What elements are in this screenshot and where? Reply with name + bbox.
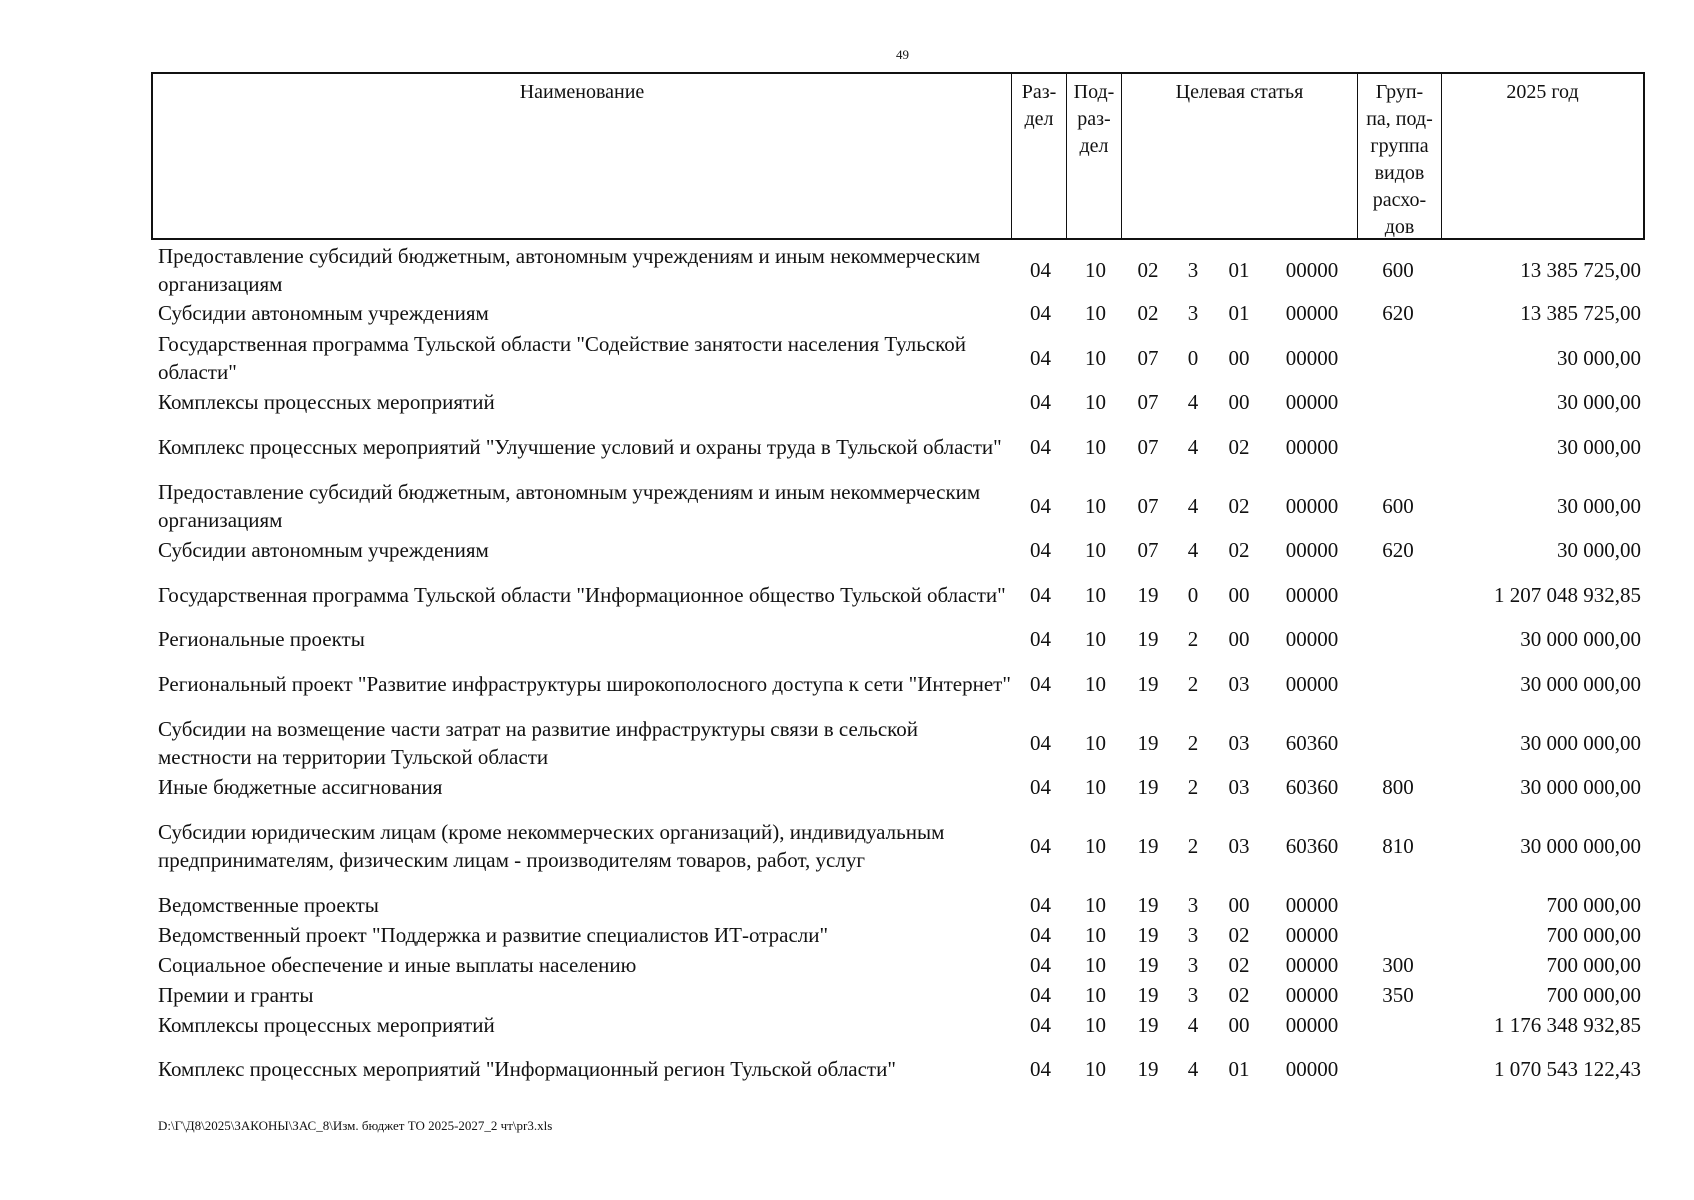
row-celevaya-4: 00000: [1285, 893, 1339, 917]
table-body: [151, 242, 1645, 1097]
row-celevaya-1: 07: [1137, 493, 1159, 518]
row-celevaya-3: 03: [1228, 730, 1250, 755]
row-celevaya-2: 4: [1187, 434, 1199, 459]
row-podrazdel: 10: [1085, 493, 1106, 518]
row-podrazdel: 10: [1085, 627, 1106, 651]
row-celevaya-2: 3: [1187, 923, 1199, 947]
row-celevaya-2: 2: [1187, 730, 1199, 755]
row-sum: 700 000,00: [1546, 923, 1641, 947]
header-podrazdel: Под- раз- дел: [1066, 74, 1121, 238]
row-name: Региональные проекты: [158, 627, 365, 651]
row-celevaya-3: 00: [1228, 893, 1250, 917]
row-podrazdel: 10: [1085, 1013, 1106, 1037]
row-podrazdel: 10: [1085, 258, 1106, 282]
row-celevaya-4: 00000: [1285, 345, 1339, 370]
row-razdel: 04: [1030, 923, 1051, 947]
row-celevaya-4: 00000: [1285, 493, 1339, 518]
row-celevaya-2: 3: [1187, 953, 1199, 977]
header-celevaya-statya: Целевая статья: [1121, 74, 1357, 238]
table-row: [151, 417, 1645, 476]
row-name: Субсидии юридическим лицам (кроме некоммерческих организаций), индивидуальным предпринимателям, физическим лицам - производителям товаров, работ, услуг: [158, 820, 945, 872]
row-razdel: 04: [1030, 1013, 1051, 1037]
row-podrazdel: 10: [1085, 671, 1106, 696]
row-celevaya-4: 00000: [1285, 582, 1339, 607]
row-celevaya-1: 19: [1137, 923, 1159, 947]
table-row: [151, 242, 1645, 298]
row-celevaya-4: 00000: [1285, 953, 1339, 977]
row-celevaya-4: 60360: [1285, 775, 1339, 799]
row-celevaya-3: 02: [1228, 493, 1250, 518]
row-celevaya-2: 2: [1187, 775, 1199, 799]
row-celevaya-2: 4: [1187, 538, 1199, 562]
row-podrazdel: 10: [1085, 953, 1106, 977]
row-gruppa: 350: [1382, 983, 1414, 1007]
row-celevaya-3: 00: [1228, 390, 1250, 414]
row-celevaya-3: 03: [1228, 775, 1250, 799]
row-celevaya-3: 02: [1228, 983, 1250, 1007]
row-celevaya-1: 19: [1137, 1056, 1159, 1081]
row-podrazdel: 10: [1085, 730, 1106, 755]
row-celevaya-1: 07: [1137, 538, 1159, 562]
row-celevaya-2: 4: [1187, 1056, 1199, 1081]
row-celevaya-3: 00: [1228, 1013, 1250, 1037]
table-row: [151, 535, 1645, 565]
row-podrazdel: 10: [1085, 983, 1106, 1007]
row-gruppa: 300: [1382, 953, 1414, 977]
row-celevaya-1: 19: [1137, 775, 1159, 799]
table-row: [151, 950, 1645, 980]
table-row: [151, 713, 1645, 772]
row-sum: 1 176 348 932,85: [1494, 1013, 1641, 1037]
row-celevaya-4: 00000: [1285, 301, 1339, 325]
row-sum: 30 000,00: [1557, 390, 1641, 414]
row-sum: 30 000 000,00: [1520, 627, 1641, 651]
row-celevaya-2: 0: [1187, 582, 1199, 607]
row-celevaya-2: 3: [1187, 893, 1199, 917]
header-razdel: Раз- дел: [1011, 74, 1066, 238]
row-celevaya-4: 00000: [1285, 390, 1339, 414]
row-celevaya-3: 03: [1228, 834, 1250, 858]
row-celevaya-4: 00000: [1285, 538, 1339, 562]
row-celevaya-4: 60360: [1285, 730, 1339, 755]
row-name: Субсидии автономным учреждениям: [158, 538, 489, 562]
row-razdel: 04: [1030, 301, 1051, 325]
row-gruppa: 620: [1382, 301, 1414, 325]
table-row: [151, 565, 1645, 624]
row-sum: 700 000,00: [1546, 893, 1641, 917]
row-podrazdel: 10: [1085, 345, 1106, 370]
row-name: Предоставление субсидий бюджетным, автономным учреждениям и иным некоммерческим организациям: [158, 244, 981, 296]
row-celevaya-2: 2: [1187, 834, 1199, 858]
row-celevaya-3: 01: [1228, 258, 1250, 282]
table-row: [151, 890, 1645, 920]
header-year: 2025 год: [1441, 74, 1643, 238]
row-sum: 700 000,00: [1546, 953, 1641, 977]
row-celevaya-4: 00000: [1285, 627, 1339, 651]
row-gruppa: 810: [1382, 834, 1414, 858]
page-number: 49: [896, 47, 909, 62]
row-podrazdel: 10: [1085, 1056, 1106, 1081]
table-row: [151, 920, 1645, 950]
row-celevaya-3: 02: [1228, 923, 1250, 947]
row-gruppa: 620: [1382, 538, 1414, 562]
row-name: Государственная программа Тульской области "Содействие занятости населения Тульской области": [158, 331, 966, 384]
row-celevaya-1: 19: [1137, 1013, 1159, 1037]
row-gruppa: 800: [1382, 775, 1414, 799]
row-celevaya-2: 2: [1187, 627, 1199, 651]
row-razdel: 04: [1030, 671, 1051, 696]
row-razdel: 04: [1030, 983, 1051, 1007]
table-row: [151, 298, 1645, 328]
row-celevaya-4: 00000: [1285, 258, 1339, 282]
row-razdel: 04: [1030, 775, 1051, 799]
row-celevaya-1: 19: [1137, 983, 1159, 1007]
row-sum: 13 385 725,00: [1520, 301, 1641, 325]
row-celevaya-1: 02: [1137, 258, 1159, 282]
row-sum: 13 385 725,00: [1520, 258, 1641, 282]
row-podrazdel: 10: [1085, 834, 1106, 858]
table-row: [151, 1010, 1645, 1040]
row-name: Комплекс процессных мероприятий "Информационный регион Тульской области": [158, 1056, 896, 1081]
row-razdel: 04: [1030, 1056, 1051, 1081]
row-celevaya-4: 60360: [1285, 834, 1339, 858]
row-celevaya-1: 19: [1137, 627, 1159, 651]
row-sum: 1 070 543 122,43: [1494, 1056, 1641, 1081]
table-header: [151, 72, 1645, 240]
table-row: [151, 980, 1645, 1010]
row-celevaya-1: 19: [1137, 671, 1159, 696]
row-sum: 30 000,00: [1557, 434, 1641, 459]
table-row: [151, 387, 1645, 417]
row-celevaya-3: 02: [1228, 953, 1250, 977]
row-celevaya-2: 3: [1187, 983, 1199, 1007]
row-razdel: 04: [1030, 893, 1051, 917]
row-razdel: 04: [1030, 390, 1051, 414]
row-razdel: 04: [1030, 582, 1051, 607]
row-sum: 700 000,00: [1546, 983, 1641, 1007]
row-name: Комплексы процессных мероприятий: [158, 1013, 495, 1037]
header-gruppa: Груп- па, под- группа видов расхо- дов: [1357, 74, 1441, 238]
row-celevaya-1: 19: [1137, 893, 1159, 917]
row-razdel: 04: [1030, 493, 1051, 518]
table-row: [151, 476, 1645, 535]
row-sum: 30 000,00: [1557, 538, 1641, 562]
row-celevaya-3: 00: [1228, 345, 1250, 370]
row-sum: 30 000 000,00: [1520, 775, 1641, 799]
row-celevaya-3: 02: [1228, 434, 1250, 459]
header-name: Наименование: [519, 81, 645, 103]
row-name: Иные бюджетные ассигнования: [158, 775, 443, 799]
row-sum: 30 000,00: [1557, 345, 1641, 370]
table-row: [151, 1040, 1645, 1097]
row-celevaya-2: 4: [1187, 390, 1199, 414]
row-celevaya-2: 0: [1187, 345, 1199, 370]
row-gruppa: 600: [1382, 258, 1414, 282]
row-podrazdel: 10: [1085, 301, 1106, 325]
row-celevaya-4: 00000: [1285, 671, 1339, 696]
row-sum: 30 000 000,00: [1520, 730, 1641, 755]
row-name: Социальное обеспечение и иные выплаты населению: [158, 953, 637, 977]
row-celevaya-3: 03: [1228, 671, 1250, 696]
row-celevaya-1: 02: [1137, 301, 1159, 325]
row-podrazdel: 10: [1085, 434, 1106, 459]
row-celevaya-4: 00000: [1285, 1013, 1339, 1037]
row-razdel: 04: [1030, 258, 1051, 282]
row-name: Субсидии на возмещение части затрат на развитие инфраструктуры связи в сельской местности на территории Тульской области: [158, 716, 919, 769]
table-row: [151, 328, 1645, 387]
row-razdel: 04: [1030, 953, 1051, 977]
row-gruppa: 600: [1382, 493, 1414, 518]
row-razdel: 04: [1030, 538, 1051, 562]
row-celevaya-2: 3: [1187, 258, 1199, 282]
row-celevaya-4: 00000: [1285, 923, 1339, 947]
row-sum: 1 207 048 932,85: [1494, 582, 1641, 607]
row-razdel: 04: [1030, 730, 1051, 755]
row-name: Премии и гранты: [158, 983, 314, 1007]
row-celevaya-1: 07: [1137, 345, 1159, 370]
row-sum: 30 000 000,00: [1520, 834, 1641, 858]
row-celevaya-4: 00000: [1285, 983, 1339, 1007]
row-celevaya-2: 4: [1187, 1013, 1199, 1037]
row-razdel: 04: [1030, 627, 1051, 651]
row-sum: 30 000 000,00: [1520, 671, 1641, 696]
file-path-footer: D:\Г\Д8\2025\ЗАКОНЫ\ЗАС_8\Изм. бюджет ТО 2025-2027_2 чт\pr3.xls: [158, 1118, 553, 1133]
row-celevaya-2: 4: [1187, 493, 1199, 518]
row-razdel: 04: [1030, 345, 1051, 370]
table-row: [151, 802, 1645, 890]
row-celevaya-3: 00: [1228, 627, 1250, 651]
row-razdel: 04: [1030, 834, 1051, 858]
row-celevaya-1: 19: [1137, 582, 1159, 607]
row-podrazdel: 10: [1085, 775, 1106, 799]
row-name: Предоставление субсидий бюджетным, автономным учреждениям и иным некоммерческим организациям: [158, 479, 981, 532]
row-celevaya-1: 19: [1137, 834, 1159, 858]
row-name: Региональный проект "Развитие инфраструктуры широкополосного доступа к сети "Интернет": [158, 671, 1011, 696]
row-celevaya-1: 07: [1137, 390, 1159, 414]
row-razdel: 04: [1030, 434, 1051, 459]
row-name: Субсидии автономным учреждениям: [158, 301, 489, 325]
table-row: [151, 624, 1645, 654]
row-name: Государственная программа Тульской области "Информационное общество Тульской области": [158, 582, 1006, 607]
row-celevaya-3: 01: [1228, 301, 1250, 325]
row-podrazdel: 10: [1085, 923, 1106, 947]
row-podrazdel: 10: [1085, 582, 1106, 607]
row-celevaya-4: 00000: [1285, 1056, 1339, 1081]
row-podrazdel: 10: [1085, 893, 1106, 917]
row-podrazdel: 10: [1085, 390, 1106, 414]
table-row: [151, 772, 1645, 802]
row-celevaya-2: 3: [1187, 301, 1199, 325]
row-celevaya-4: 00000: [1285, 434, 1339, 459]
row-celevaya-1: 19: [1137, 730, 1159, 755]
row-celevaya-3: 02: [1228, 538, 1250, 562]
row-podrazdel: 10: [1085, 538, 1106, 562]
row-celevaya-2: 2: [1187, 671, 1199, 696]
row-name: Комплексы процессных мероприятий: [158, 390, 495, 414]
row-name: Ведомственные проекты: [158, 893, 379, 917]
row-name: Ведомственный проект "Поддержка и развитие специалистов ИТ-отрасли": [158, 923, 829, 947]
row-celevaya-3: 00: [1228, 582, 1250, 607]
row-celevaya-1: 19: [1137, 953, 1159, 977]
row-name: Комплекс процессных мероприятий "Улучшение условий и охраны труда в Тульской области": [158, 434, 1002, 459]
row-sum: 30 000,00: [1557, 493, 1641, 518]
row-celevaya-3: 01: [1228, 1056, 1250, 1081]
row-celevaya-1: 07: [1137, 434, 1159, 459]
table-row: [151, 654, 1645, 713]
